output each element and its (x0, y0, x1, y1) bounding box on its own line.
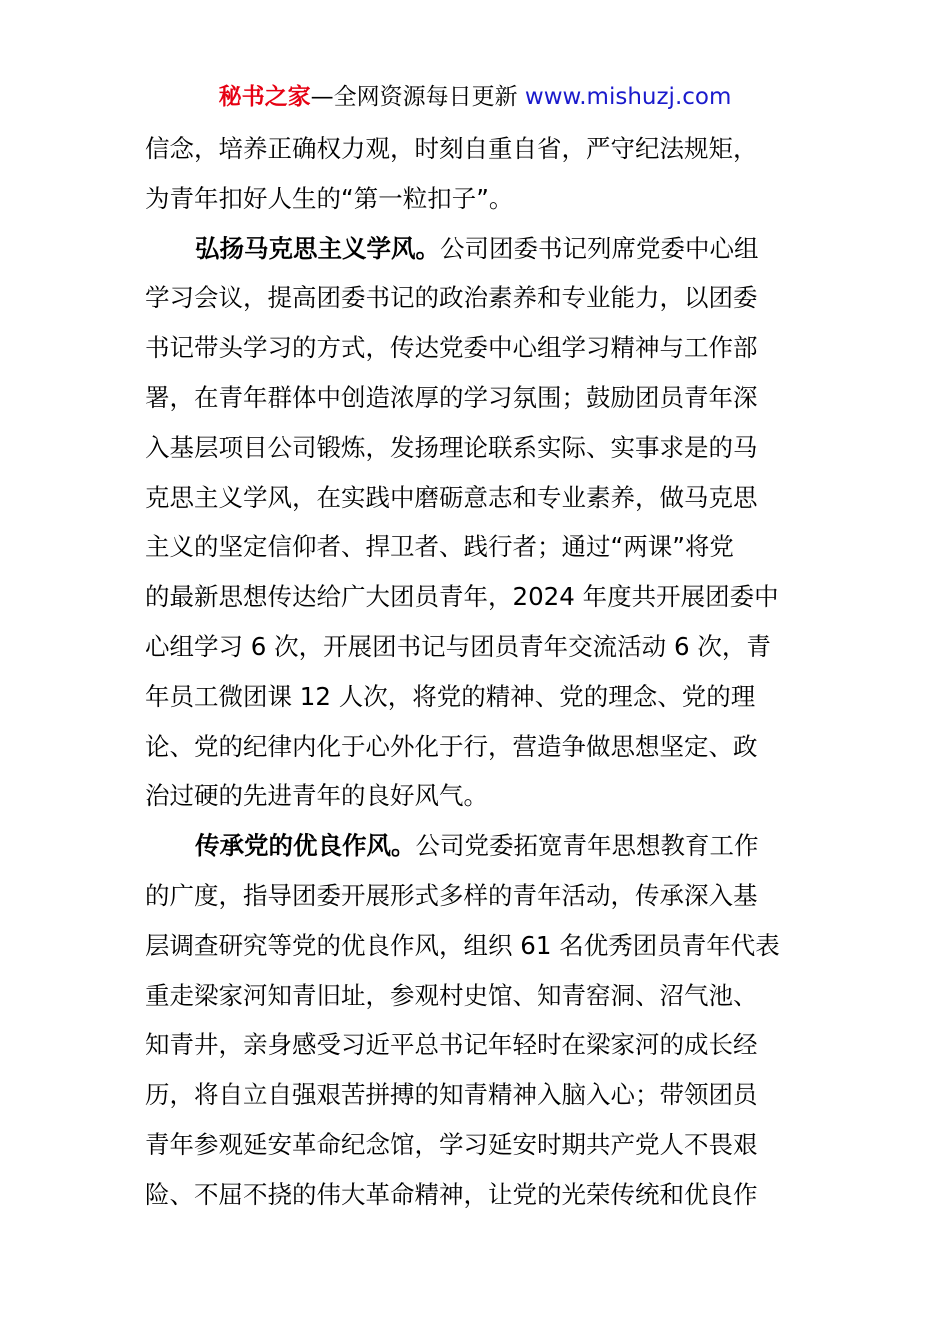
site-header (0, 80, 950, 114)
text-line: 署，在青年群体中创造浓厚的学习氛围；鼓励团员青年深 (145, 382, 758, 412)
text-line: 论、党的纪律内化于心外化于行，营造争做思想坚定、政 (145, 731, 758, 761)
text-line: 克思主义学风，在实践中磨砺意志和专业素养，做马克思 (145, 482, 758, 512)
text-line: 学习会议，提高团委书记的政治素养和专业能力，以团委 (145, 283, 758, 313)
paragraph-heading: 弘扬马克思主义学风。 (195, 233, 440, 263)
text-line: 心组学习 6 次，开展团书记与团员青年交流活动 6 次，青 (145, 631, 771, 661)
document-body (145, 124, 815, 1220)
text-line: 历，将自立自强艰苦拼搏的知青精神入脑入心；带领团员 (145, 1080, 758, 1110)
text-line: 书记带头学习的方式，传达党委中心组学习精神与工作部 (145, 333, 758, 363)
text-line: 信念，培养正确权力观，时刻自重自省，严守纪法规矩， (145, 134, 758, 163)
text-line: 入基层项目公司锻炼，发扬理论联系实际、实事求是的马 (145, 432, 758, 462)
text-line: 的广度，指导团委开展形式多样的青年活动，传承深入基 (145, 880, 758, 910)
paragraph-start-line: 传承党的优良作风。公司党委拓宽青年思想教育工作 (195, 831, 759, 861)
text-line: 治过硬的先进青年的良好风气。 (145, 781, 488, 811)
site-brand: 秘书之家 (218, 84, 311, 110)
text-line: 重走梁家河知青旧址，参观村史馆、知青窑洞、沼气池、 (145, 980, 758, 1010)
text-line: 的最新思想传达给广大团员青年，2024 年度共开展团委中 (145, 582, 779, 612)
paragraph-heading: 传承党的优良作风。 (195, 831, 416, 861)
site-url-link[interactable]: www.mishuzj.com (524, 84, 732, 110)
text-line: 险、不屈不挠的伟大革命精神，让党的光荣传统和优良作 (145, 1179, 758, 1209)
site-tagline: —全网资源每日更新 (310, 84, 525, 110)
text-line: 年员工微团课 12 人次，将党的精神、党的理念、党的理 (145, 681, 756, 711)
text-line: 青年参观延安革命纪念馆，学习延安时期共产党人不畏艰 (145, 1129, 758, 1159)
text-line: 为青年扣好人生的“第一粒扣子”。 (145, 183, 514, 213)
text-line: 主义的坚定信仰者、捍卫者、践行者；通过“两课”将党 (145, 532, 734, 562)
paragraph-start-line: 弘扬马克思主义学风。公司团委书记列席党委中心组 (195, 233, 759, 263)
text-line: 层调查研究等党的优良作风，组织 61 名优秀团员青年代表 (145, 930, 780, 960)
text-line: 知青井，亲身感受习近平总书记年轻时在梁家河的成长经 (145, 1030, 758, 1060)
